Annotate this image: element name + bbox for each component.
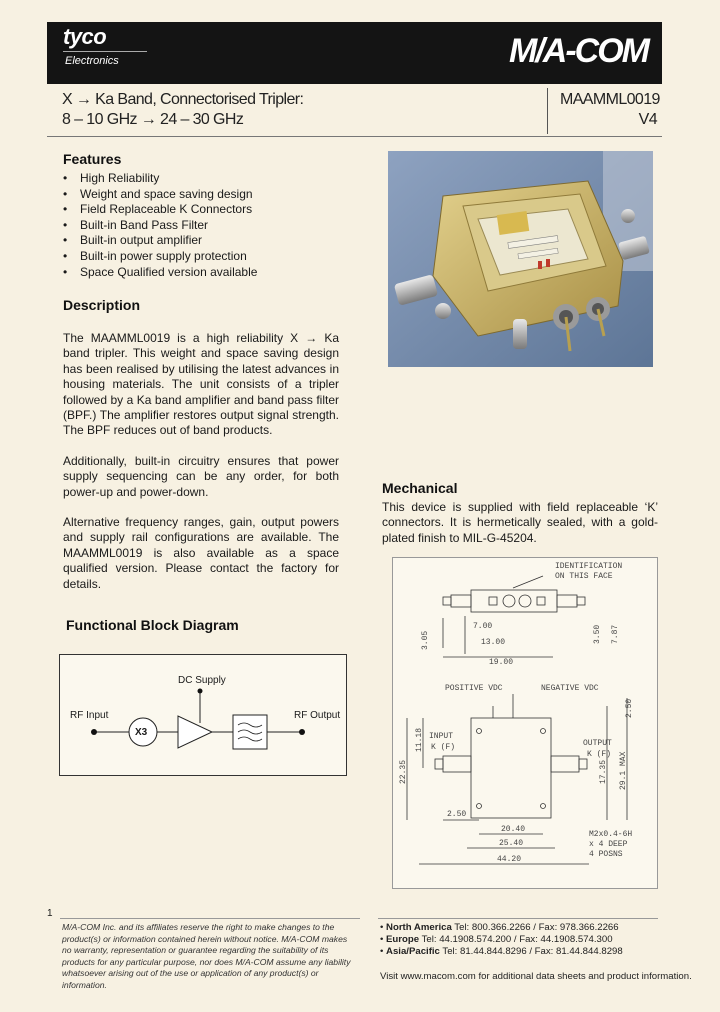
- rf-output-port: [299, 729, 305, 735]
- mechanical-section: [382, 480, 658, 546]
- description-paragraph: Alternative frequency ranges, gain, output powers and supply rail configurations are available. The MAAMML0019 is also available as a space qualified version. Please contact the factory for details.: [63, 515, 339, 591]
- dim-3-05: 3.05: [421, 630, 430, 650]
- dim-13-00: 13.00: [481, 638, 506, 647]
- tyco-logo: tyco: [63, 24, 107, 49]
- rf-output-label: RF Output: [294, 710, 341, 721]
- disclaimer-text: M/A-COM Inc. and its affiliates reserve the right to make changes to the product(s) or information contained herein without notice. M/A-COM makes no warranty, representation or guarantee regarding the suitability of its products for any particular purpose, nor does M/A-COM assume any liability whatsoever arising out of the use or application of any product(s) or information.: [62, 922, 351, 990]
- footer-rule-right: [378, 918, 658, 919]
- title-line-1: X → Ka Band, Connectorised Tripler:: [62, 91, 304, 108]
- dim-2-50-top: 2.50: [625, 698, 634, 718]
- product-photo: [388, 151, 653, 367]
- version-label: V4: [638, 111, 657, 128]
- amplifier-symbol: [178, 716, 212, 748]
- logo-divider: [63, 51, 147, 52]
- dim-20-40: 20.40: [501, 825, 526, 834]
- filter-symbol: [233, 715, 267, 749]
- footer-rule-left: [60, 918, 360, 919]
- rf-input-port: [91, 729, 97, 735]
- contact-north-america: • North America Tel: 800.366.2266 / Fax: 978.366.2266: [380, 922, 619, 933]
- feature-item: • High Reliability: [63, 171, 160, 185]
- feature-item: • Weight and space saving design: [63, 186, 253, 201]
- contact-asia-pacific: • Asia/Pacific Tel: 81.44.844.8296 / Fax: 81.44.844.8298: [380, 945, 623, 957]
- top-view: [443, 576, 585, 657]
- thread-spec: M2x0.4-6H: [589, 830, 633, 839]
- feature-item: • Built-in power supply protection: [63, 248, 247, 263]
- feature-text: High Reliability: [80, 171, 160, 185]
- description-paragraph: Additionally, built-in circuitry ensures that power supply sequencing can be any order, for both power-up and power-down.: [63, 453, 339, 499]
- dc-supply-port: [198, 689, 203, 694]
- multiplier-label: X3: [135, 727, 148, 738]
- features-section: [63, 151, 353, 280]
- input-label: INPUT: [429, 732, 454, 741]
- positive-vdc-label: POSITIVE VDC: [445, 684, 503, 693]
- page-number: 1: [47, 908, 53, 919]
- title-rule: [47, 136, 662, 137]
- region-label: Europe: [386, 933, 420, 945]
- dim-11-18: 11.18: [415, 727, 424, 752]
- thread-depth: x 4 DEEP: [589, 840, 628, 849]
- feature-item: • Built-in output amplifier: [63, 233, 203, 248]
- input-connector-label: K (F): [431, 743, 456, 752]
- dim-29-1-max: 29.1 MAX: [619, 751, 628, 790]
- mechanical-drawing: [392, 557, 658, 889]
- dim-17-35: 17.35: [599, 759, 608, 784]
- description-section: [63, 297, 339, 607]
- header-bar: [47, 22, 662, 84]
- feature-item: • Built-in Band Pass Filter: [63, 217, 209, 232]
- title-line-2: 8 – 10 GHz → 24 – 30 GHz: [62, 111, 244, 128]
- on-this-face-label: ON THIS FACE: [555, 572, 613, 581]
- feature-text: Weight and space saving design: [80, 186, 253, 201]
- dim-7-00: 7.00: [473, 622, 493, 631]
- region-phone: Tel: 800.366.2266 / Fax: 978.366.2266: [454, 922, 619, 933]
- contact-list: [380, 922, 623, 957]
- identification-label: IDENTIFICATION: [555, 562, 623, 571]
- region-label: North America: [386, 922, 452, 933]
- rf-input-label: RF Input: [70, 710, 109, 721]
- feature-item: • Field Replaceable K Connectors: [63, 202, 253, 217]
- block-diagram-heading: [66, 617, 239, 633]
- mechanical-text: This device is supplied with field replaceable ‘K’ connectors. It is hermetically sealed, with a gold-plated finish to MIL-G-45204.: [382, 500, 658, 545]
- feature-text: Built-in power supply protection: [80, 248, 247, 263]
- macom-logo: M/A-COM: [509, 32, 648, 70]
- contact-europe: • Europe Tel: 44.1908.574.200 / Fax: 44.1908.574.300: [380, 933, 613, 945]
- thread-positions: 4 POSNS: [589, 850, 623, 859]
- dim-2-50-bottom: 2.50: [447, 810, 467, 819]
- feature-text: Built-in output amplifier: [80, 233, 203, 248]
- feature-item: • Space Qualified version available: [63, 264, 258, 279]
- block-diagram: [59, 654, 347, 776]
- region-phone: Tel: 44.1908.574.200 / Fax: 44.1908.574.300: [421, 933, 613, 945]
- feature-text: Space Qualified version available: [80, 264, 258, 279]
- output-connector-label: K (F): [587, 750, 612, 759]
- features-heading: Features: [63, 151, 122, 167]
- title-divider: [547, 88, 548, 134]
- dim-44-20: 44.20: [497, 855, 522, 864]
- dim-7-87: 7.87: [611, 624, 620, 644]
- feature-text: Field Replaceable K Connectors: [80, 202, 253, 217]
- mechanical-heading: Mechanical: [382, 480, 458, 496]
- feature-text: Built-in Band Pass Filter: [80, 217, 209, 232]
- dc-supply-label: DC Supply: [178, 675, 226, 686]
- dim-19-00: 19.00: [489, 658, 514, 667]
- dim-25-40: 25.40: [499, 839, 524, 848]
- dim-22-35: 22.35: [399, 759, 408, 784]
- region-label: Asia/Pacific: [386, 945, 440, 957]
- region-phone: Tel: 81.44.844.8296 / Fax: 81.44.844.8298: [442, 945, 623, 957]
- output-label: OUTPUT: [583, 739, 612, 748]
- part-number: MAAMML0019: [560, 91, 660, 108]
- features-list: [63, 171, 353, 280]
- website-link[interactable]: Visit www.macom.com for additional data sheets and product information.: [380, 971, 692, 982]
- block-diagram-title: Functional Block Diagram: [66, 617, 239, 633]
- electronics-label: Electronics: [65, 55, 119, 67]
- dim-3-50: 3.50: [593, 624, 602, 644]
- description-paragraph: The MAAMML0019 is a high reliability X → Ka band tripler. This weight and space saving design has been realised by utilising the latest advances in housing materials. The unit consists of a tripler followed by a Ka band amplifier and band pass filter (BPF.) The amplifier restores output signal strength. The BPF reduces out of band products.: [63, 331, 339, 438]
- description-heading: Description: [63, 297, 141, 313]
- negative-vdc-label: NEGATIVE VDC: [541, 684, 599, 693]
